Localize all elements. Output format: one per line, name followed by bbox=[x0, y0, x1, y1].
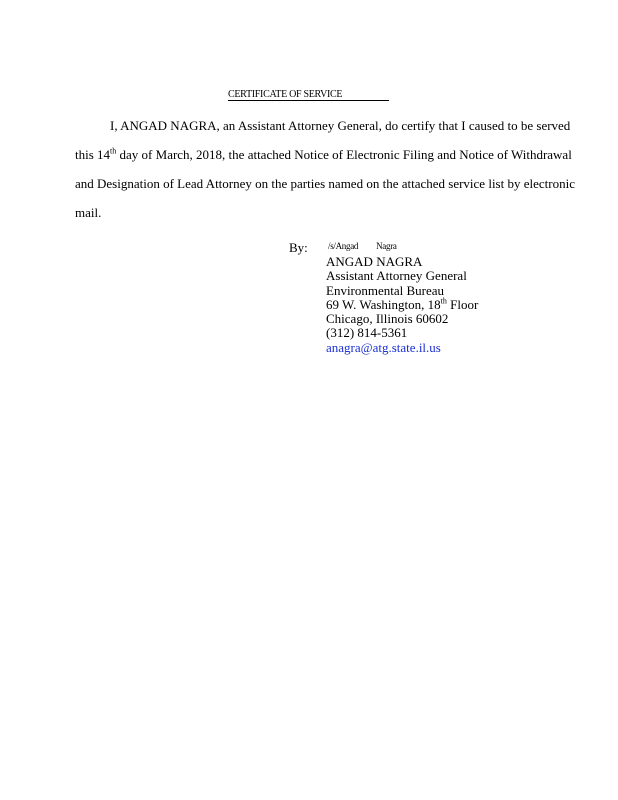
signature-block bbox=[326, 255, 478, 355]
address-start: 69 W. Washington, 18 bbox=[326, 296, 441, 312]
address-end: Floor bbox=[446, 296, 479, 312]
signer-address bbox=[326, 298, 478, 312]
by-label: By: bbox=[289, 240, 308, 255]
signer-email-link[interactable]: anagra@atg.state.il.us bbox=[326, 339, 441, 355]
body-line-1: I, ANGAD NAGRA, an Assistant Attorney General, do certify that I caused to be served bbox=[110, 118, 571, 133]
signer-phone: (312) 814-5361 bbox=[326, 325, 408, 341]
certification-paragraph bbox=[75, 111, 605, 227]
signer-name: ANGAD NAGRA bbox=[326, 254, 423, 269]
signature-last: Nagra bbox=[376, 241, 397, 251]
signer-bureau: Environmental Bureau bbox=[326, 282, 445, 298]
certificate-title: CERTIFICATE OF SERVICE bbox=[228, 89, 389, 101]
body-line-2-ordinal: th bbox=[110, 146, 117, 156]
signer-city: Chicago, Illinois 60602 bbox=[326, 311, 449, 327]
signer-position: Assistant Attorney General bbox=[326, 268, 467, 284]
body-line-4: mail. bbox=[75, 205, 102, 220]
body-line-2 bbox=[75, 140, 605, 169]
body-line-3: and Designation of Lead Attorney on the parties named on the attached service list by electronic bbox=[75, 176, 575, 191]
signature-first: /s/Angad bbox=[328, 241, 359, 251]
address-ordinal: th bbox=[440, 296, 447, 306]
electronic-signature bbox=[328, 241, 397, 251]
body-line-2-end: day of March, 2018, the attached Notice of Electronic Filing and Notice of Withdrawal bbox=[116, 147, 572, 162]
body-line-2-start: this 14 bbox=[75, 147, 111, 162]
